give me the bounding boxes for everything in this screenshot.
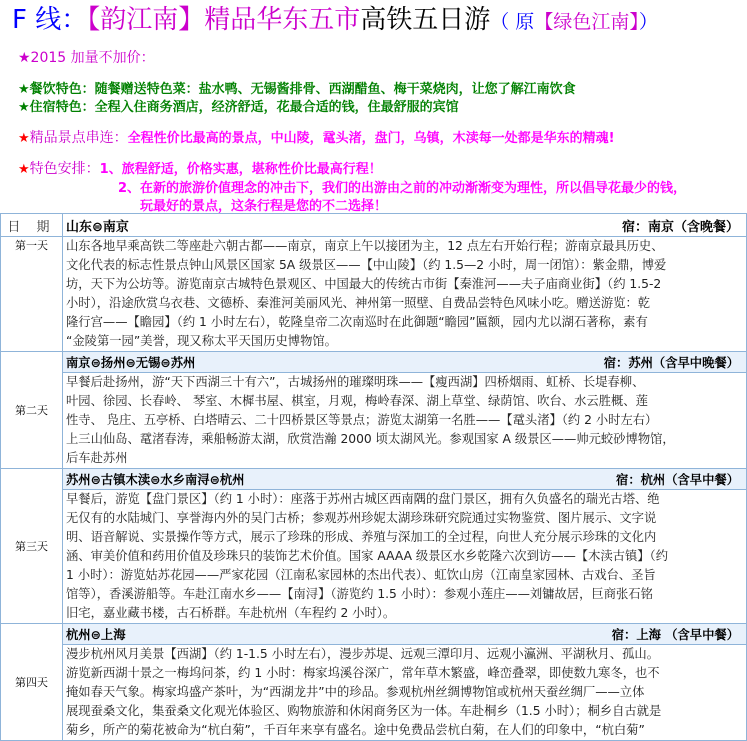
- table-route-row: [1, 469, 747, 490]
- table-header-row: [1, 214, 747, 237]
- note-special-2: 2、在新的旅游价值理念的冲击下，我们的出游由之前的冲动渐渐变为理性，所以倡导花最少的钱，: [118, 181, 687, 196]
- title-paren-open: （ 原: [490, 11, 535, 33]
- day-description: 早餐后赴扬州，游“天下西湖三十有六”，古城扬州的璀璨明珠——【瘦西湖】四桥烟雨、虹桥、长堤春柳、 叶园、徐园、长春岭、 琴室、木樨书屋、棋室，月观，梅岭春深、湖上草堂、绿荫馆、吹台、水云胜概、莲 性寺、 凫庄、五亭桥、白塔晴云、二十四桥景区等景点；游览太湖第一名胜——【鼋头渚】（约 2 小时左右） 上三山仙岛、鼋渚春涛，乘船畅游太湖，欣赏浩瀚 2000 顷太湖风光。参观国家 A 级景区——帅元蛟砂博物馆， 后车赴苏州: [63, 373, 747, 469]
- itinerary-table: [0, 213, 747, 741]
- day-label: 第一天: [1, 237, 63, 352]
- note-special-3: 玩最好的景点，这条行程是您的不二选择！: [140, 199, 388, 214]
- table-route-row: [1, 352, 747, 373]
- day-label: 第三天: [1, 469, 63, 624]
- title-suffix: 高铁五日游: [360, 5, 491, 35]
- header-date: 日 期: [1, 214, 63, 237]
- note-scenic: ★精品景点串连：全程性价比最高的景点，中山陵，鼋头渚，盘门，乌镇，木渎每一处都是华东的精魂!: [18, 130, 615, 146]
- day-route: 南京⊜扬州⊜无锡⊜苏州 宿：苏州（含早中晚餐）: [63, 352, 747, 373]
- note-lodging: ★住宿特色：全程入住商务酒店，经济舒适，花最合适的钱，住最舒服的宾馆: [18, 100, 459, 115]
- page-title: [0, 0, 747, 40]
- table-route-row: [1, 624, 747, 645]
- note-special: ★特色安排：1、旅程舒适，价格实惠，堪称性价比最高行程！: [18, 161, 382, 177]
- day-route: 杭州⊜上海 宿：上海 （含早中餐）: [63, 624, 747, 645]
- day-description: 漫步杭州风月美景【西湖】（约 1-1.5 小时左右），漫步苏堤、远观三潭印月、远观小瀛洲、平湖秋月、孤山。 游览新西湖十景之一梅坞问茶，约 1 小时：梅家坞溪谷深广，常年草木繁盛，峰峦叠翠，即使数九寒冬，也不 掩如春天气象。梅家坞盛产茶叶，为“西湖龙井”中的珍品。参观杭州丝绸博物馆或杭州天蚕丝绸厂——立体 展现蚕桑文化，集蚕桑文化观光体验区、购物旅游和休闲商务区为一体。车赴桐乡（1.5 小时）；桐乡自古就是 菊乡，所产的菊花被命为“杭白菊”，千百年来享有盛名。途中免费品尝杭白菊，在人们的印象中，“杭白菊”: [63, 645, 747, 741]
- title-prefix: F 线：: [12, 5, 88, 35]
- title-name: 【韵江南】精品华东五市: [87, 5, 361, 35]
- table-row: [1, 373, 747, 469]
- table-row: [1, 237, 747, 352]
- day-description: 早餐后，游览【盘门景区】（约 1 小时）：座落于苏州古城区西南隅的盘门景区，拥有久负盛名的瑞光古塔、绝 无仅有的水陆城门、享誉海内外的吴门古桥；参观苏州珍妮太湖珍珠研究院通过实物鉴赏、图片展示、文字说 明、语音解说、实景操作等方式，展示了珍珠的形成、养殖与深加工的全过程，向世人充分展示珍珠的文化内 涵、审美价值和药用价值及珍珠只的装饰艺术价值。国家 AAAA 级景区水乡乾隆六次到访——【木渎古镇】（约 1 小时）：游览姑苏花园——严家花园（江南私家园林的杰出代表）、虹饮山房（江南皇家园林、古戏台、圣旨 馆等），香溪游船等。车赴江南水乡——【南浔】（游览约 1.5 小时）：参观小莲庄——刘镛故居，巨商张石铭 旧宅，嘉业藏书楼，古石桥群。车赴杭州（车程约 2 小时）。: [63, 490, 747, 624]
- star-icon: ★: [18, 131, 30, 146]
- table-row: [1, 490, 747, 624]
- header-route: 山东⊜南京 宿：南京（含晚餐）: [63, 214, 747, 237]
- title-paren-close: ）: [638, 11, 658, 33]
- day-label: 第四天: [1, 624, 63, 741]
- day-description: 山东各地早乘高铁二等座赴六朝古都——南京，南京上午以接团为主，12 点左右开始行程；游南京最具历史、 文化代表的标志性景点钟山风景区国家 5A 级景区——【中山陵】（约 1.5—2 小时，周一闭馆）：紫金鼎，博爱 坊，天下为公坊等。游览南京古城特色景观区、中国最大的传统古市街【秦淮河——夫子庙商业街】（约 1.5-2 小时），沿途欣赏乌衣巷、文德桥、秦淮河美丽风光、神州第一照壁、自费品尝特色风味小吃。赠送游览：乾 隆行宫——【瞻园】（约 1 小时左右），乾隆皇帝二次南巡时在此御题“瞻园”匾额，园内尤以湖石著称，素有 “金陵第一园”美誉，现又称太平天国历史博物馆。: [63, 237, 747, 352]
- title-alt-name: 【绿色江南】: [534, 11, 639, 33]
- table-row: [1, 645, 747, 741]
- note-2015: ★2015 加量不加价：: [18, 50, 155, 66]
- note-dining: ★餐饮特色：随餐赠送特色菜：盐水鸭、无锡酱排骨、西湖醋鱼、梅干菜烧肉，让您了解江南饮食: [18, 82, 576, 97]
- day-route: 苏州⊜古镇木渎⊜水乡南浔⊜杭州 宿：杭州（含早中餐）: [63, 469, 747, 490]
- star-icon: ★: [18, 162, 30, 177]
- day-label: 第二天: [1, 352, 63, 469]
